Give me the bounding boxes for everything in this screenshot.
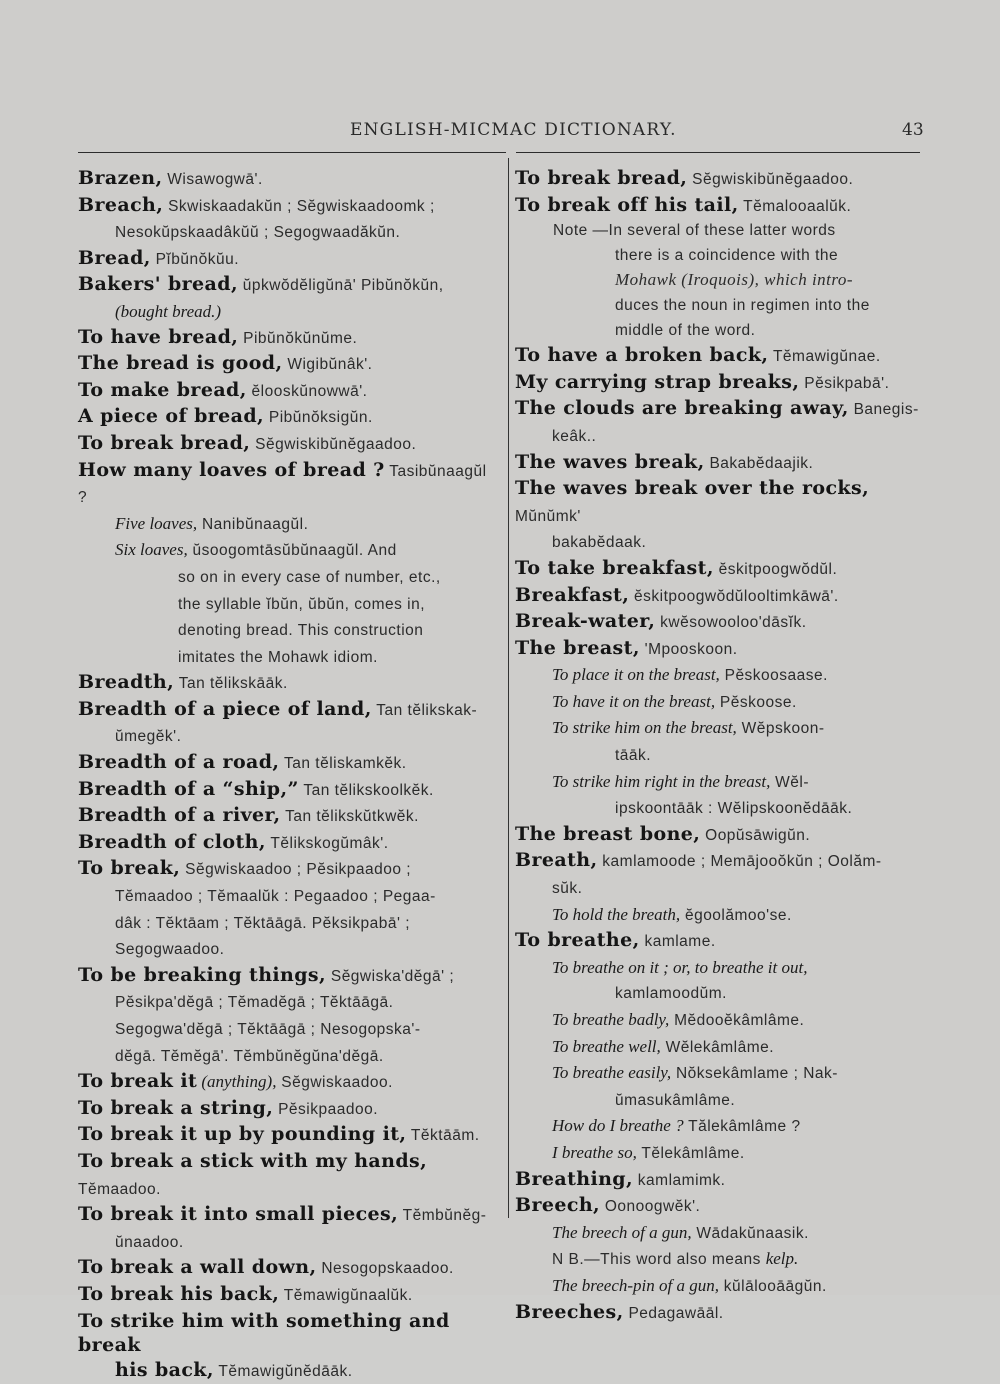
sub-entry	[515, 955, 925, 981]
sub-entry-continuation	[515, 980, 925, 1007]
gloss: (bought bread.)	[115, 301, 222, 321]
dictionary-entry	[78, 458, 500, 511]
definition: Sĕgwiskaadoo.	[276, 1074, 393, 1092]
note-text: Mohawk (Iroquois), which intro-	[615, 270, 854, 290]
dictionary-entry	[515, 928, 925, 955]
dictionary-entry	[78, 1202, 500, 1229]
definition: Skwiskaadakŭn ; Sĕgwiskaadoomk ;	[163, 197, 435, 215]
definition: Tĕmawigŭnĕdāāk.	[213, 1362, 353, 1380]
headword: Breadth,	[78, 671, 175, 694]
headword: The breast bone,	[515, 822, 701, 845]
entry-continuation	[78, 910, 500, 937]
dictionary-entry	[515, 1193, 925, 1220]
sub-entry	[515, 1007, 925, 1034]
definition: ĕlooskŭnowwā'.	[246, 382, 368, 400]
headword: The waves break over the rocks,	[515, 477, 870, 500]
dictionary-entry	[515, 193, 925, 220]
definition: Pibŭnŏkŭnŭme.	[238, 329, 358, 347]
dictionary-entry	[78, 1096, 500, 1123]
dictionary-entry	[78, 378, 500, 405]
dictionary-entry	[515, 556, 925, 583]
headword: To breathe,	[515, 929, 640, 952]
entry-continuation	[78, 989, 500, 1016]
definition: Bakabĕdaajik.	[704, 454, 814, 472]
definition: Pĕskoose.	[715, 693, 797, 711]
headword: How many loaves of bread ?	[78, 458, 385, 481]
definition: imitates the Mohawk idiom.	[178, 648, 378, 666]
headword: To break a wall down,	[78, 1256, 317, 1279]
sub-phrase: To strike him right in the breast,	[552, 771, 771, 791]
definition: Pĕskoosaase.	[719, 667, 828, 685]
definition: bakabĕdaak.	[552, 534, 647, 552]
dictionary-entry	[515, 636, 925, 663]
entry-continuation	[515, 423, 925, 450]
dictionary-entry	[515, 822, 925, 849]
definition: the syllable ĭbŭn, ŭbŭn, comes in,	[178, 595, 426, 613]
headword: Breach,	[78, 193, 164, 216]
definition: Sĕgwiskaadoo ; Pĕsikpaadoo ;	[180, 861, 412, 879]
dictionary-entry	[515, 166, 925, 193]
note-continuation	[515, 244, 925, 269]
dictionary-entry	[78, 670, 500, 697]
definition: Pĕsikpabā'.	[799, 374, 890, 392]
definition: so on in every case of number, etc.,	[178, 568, 441, 586]
definition: Wisawogwā'.	[162, 171, 263, 188]
sub-entry	[78, 537, 500, 564]
definition: Tĕlikskogŭmâk'.	[265, 834, 389, 852]
definition: Tĕmalooaalŭk.	[738, 197, 852, 215]
headword: To break bread,	[78, 431, 251, 454]
headword: Breakfast,	[515, 583, 630, 606]
definition: kamlamimk.	[633, 1171, 726, 1189]
definition: Tĕmaadoo.	[78, 1180, 161, 1198]
definition: sŭk.	[552, 880, 583, 898]
definition: Mŭnŭmk'	[515, 507, 581, 525]
definition: Nesokŭpskaadâkŭŭ ; Segogwaadăkŭn.	[115, 224, 401, 242]
sub-entry	[515, 715, 925, 742]
note-continuation	[515, 294, 925, 319]
definition: denoting bread. This construction	[178, 622, 424, 640]
headword: Breech,	[515, 1194, 601, 1217]
dictionary-entry	[515, 343, 925, 370]
note-text: duces the noun in regimen into the	[615, 296, 870, 314]
sub-entry	[515, 662, 925, 689]
definition: Nanibŭnaagŭl.	[197, 515, 309, 533]
definition: Banegis-	[848, 401, 919, 419]
dictionary-entry	[78, 750, 500, 777]
left-column	[78, 166, 500, 1384]
sub-entry	[515, 1034, 925, 1061]
dictionary-entry	[78, 856, 500, 883]
definition: 'Mpooskoon.	[639, 640, 738, 658]
headword: Breadth of a road,	[78, 751, 280, 774]
header-rule-right	[516, 152, 920, 153]
dictionary-entry	[78, 272, 500, 299]
dictionary-entry	[515, 476, 925, 529]
note-text: Note —In several of these latter words	[553, 222, 836, 240]
dictionary-entry	[515, 848, 925, 875]
dictionary-entry	[515, 1167, 925, 1194]
headword: Bakers' bread,	[78, 273, 238, 296]
definition: kamlamoodŭm.	[615, 985, 727, 1003]
dictionary-entry	[78, 1282, 500, 1309]
sub-entry	[515, 902, 925, 929]
definition: Tan tĕlikskŭtkwĕk.	[280, 808, 419, 826]
dictionary-entry	[515, 396, 925, 423]
definition: Tan tĕlikskak-	[371, 701, 478, 719]
sub-entry	[515, 1273, 925, 1300]
headword: To break it	[78, 1070, 198, 1093]
definition: kamlamoode ; Memājooŏkŭn ; Oolăm-	[597, 853, 882, 871]
sub-entry-continuation	[78, 591, 500, 618]
definition: Oonoogwĕk'.	[600, 1198, 701, 1216]
headword: Brazen,	[78, 167, 163, 189]
headword: Break-water,	[515, 610, 656, 633]
dictionary-entry	[78, 1122, 500, 1149]
definition: Sĕgwiska'dĕgā' ;	[326, 967, 455, 985]
definition: ŭmegĕk'.	[115, 728, 182, 746]
page-number: 43	[902, 120, 924, 140]
entry-continuation	[78, 1043, 500, 1070]
dictionary-entry	[78, 697, 500, 724]
sub-phrase: I breathe so,	[552, 1142, 637, 1162]
headword: his back,	[115, 1358, 214, 1381]
headword: To break bread,	[515, 167, 688, 189]
dictionary-entry	[515, 609, 925, 636]
dictionary-entry	[515, 370, 925, 397]
entry-continuation	[78, 1229, 500, 1256]
dictionary-entry	[78, 963, 500, 990]
definition: Tĕmaadoo ; Tĕmaalŭk : Pegaadoo ; Pegaa-	[115, 888, 436, 906]
running-header	[0, 118, 1000, 140]
definition: ĕskitpoogwŏdŭlooltimkāwā'.	[629, 587, 839, 605]
dictionary-entry	[515, 583, 925, 610]
dictionary-entry	[78, 351, 500, 378]
headword: To break a stick with my hands,	[78, 1149, 428, 1172]
sub-phrase: To have it on the breast,	[552, 691, 716, 711]
headword: My carrying strap breaks,	[515, 370, 800, 393]
definition: kŭlālooāāgŭn.	[718, 1277, 827, 1295]
page-title: ENGLISH-MICMAC DICTIONARY.	[350, 120, 677, 140]
definition: Nesogopskaadoo.	[316, 1260, 454, 1278]
headword: The breast,	[515, 636, 640, 659]
definition: ĕskitpoogwŏdŭl.	[713, 560, 838, 578]
column-divider	[508, 158, 509, 1218]
headword: Breeches,	[515, 1300, 624, 1323]
sub-entry	[515, 1140, 925, 1167]
headword: Breadth of a “ship,”	[78, 777, 299, 800]
entry-continuation	[78, 936, 500, 963]
note-text: there is a coincidence with the	[615, 246, 839, 264]
definition: ŭnaadoo.	[115, 1233, 184, 1251]
note-italic: kelp.	[765, 1249, 799, 1269]
definition: Sĕgwiskibŭnĕgaadoo.	[687, 171, 854, 188]
entry-continuation	[78, 1016, 500, 1043]
note-text: N B.—This word also means	[552, 1251, 766, 1269]
definition: Tĕmbŭnĕg-	[398, 1207, 487, 1225]
definition: Tĕlekâmlâme.	[636, 1144, 745, 1162]
dictionary-entry	[515, 1300, 925, 1327]
headword: The clouds are breaking away,	[515, 397, 849, 420]
dictionary-entry	[78, 166, 500, 193]
sub-entry-continuation	[78, 644, 500, 671]
definition: Pĕsikpa'dĕgā ; Tĕmadĕgā ; Tĕktāāgā.	[115, 994, 394, 1012]
headword-qualifier: (anything),	[197, 1072, 277, 1092]
dictionary-entry	[78, 803, 500, 830]
note	[515, 219, 925, 244]
dictionary-entry	[78, 246, 500, 273]
definition: Segogwaadoo.	[115, 941, 225, 959]
definition: kamlame.	[639, 933, 716, 951]
headword: To have bread,	[78, 325, 239, 348]
definition: Wĕl-	[770, 773, 810, 791]
headword: A piece of bread,	[78, 405, 265, 428]
dictionary-entry	[78, 1309, 500, 1358]
definition: Wigibŭnâk'.	[282, 356, 373, 374]
definition: dĕgā. Tĕmĕgā'. Tĕmbŭnĕgŭna'dĕgā.	[115, 1047, 384, 1065]
sub-entry	[515, 689, 925, 716]
definition: kwĕsowooloo'dāsĭk.	[655, 614, 807, 632]
note-continuation	[515, 268, 925, 294]
sub-entry	[515, 1060, 925, 1087]
entry-continuation	[515, 875, 925, 902]
sub-phrase: To breathe well,	[552, 1036, 661, 1056]
sub-entry-continuation	[78, 617, 500, 644]
headword: To have a broken back,	[515, 344, 769, 367]
dictionary-entry	[78, 830, 500, 857]
definition: Segogwa'dĕgā ; Tĕktāāgā ; Nesogopska'-	[115, 1021, 421, 1038]
sub-phrase: How do I breathe ?	[552, 1116, 684, 1136]
note-continuation	[515, 319, 925, 344]
headword: Breadth of cloth,	[78, 830, 266, 853]
definition: ĕgoolămoo'se.	[680, 906, 792, 924]
definition: Pĕsikpaadoo.	[273, 1100, 379, 1118]
definition: ŭpkwŏdĕligŭnā' Pibŭnŏkŭn,	[237, 277, 444, 295]
sub-entry-continuation	[515, 1087, 925, 1114]
headword: Breadth of a river,	[78, 804, 281, 827]
dictionary-entry	[78, 1069, 500, 1096]
entry-continuation	[515, 529, 925, 556]
definition: Tan tĕlikskāāk.	[174, 675, 288, 693]
definition: Tasibŭnaagŭl ?	[78, 462, 487, 507]
sub-entry-continuation	[515, 742, 925, 769]
entry-continuation	[78, 723, 500, 750]
headword: The waves break,	[515, 450, 705, 473]
definition: Tĕmawigŭnaalŭk.	[279, 1286, 413, 1304]
definition: Sĕgwiskibŭnĕgaadoo.	[250, 435, 417, 453]
sub-entry-continuation	[78, 564, 500, 591]
entry-continuation	[78, 1358, 500, 1384]
definition: Tălekâmlâme ?	[683, 1118, 801, 1136]
dictionary-entry	[78, 325, 500, 352]
headword: To break it up by pounding it,	[78, 1123, 407, 1146]
sub-entry	[515, 1220, 925, 1247]
headword: Breathing,	[515, 1167, 633, 1190]
sub-phrase: To breathe on it ; or, to breathe it out,	[552, 957, 808, 977]
dictionary-entry	[78, 193, 500, 220]
definition: Tĕmawigŭnae.	[768, 348, 881, 366]
definition: dâk : Tĕktāam ; Tĕktāāgā. Pĕksikpabā' ;	[115, 914, 411, 932]
sub-entry	[515, 1113, 925, 1140]
dictionary-entry	[78, 1255, 500, 1282]
dictionary-entry	[78, 1149, 500, 1202]
headword: To make bread,	[78, 378, 247, 401]
definition: ŭsoogomtāsŭbŭnaagŭl. And	[187, 542, 397, 560]
sub-phrase: To breathe easily,	[552, 1063, 672, 1083]
note-text: middle of the word.	[615, 321, 756, 339]
entry-continuation	[78, 299, 500, 325]
headword: To strike him with something and break	[78, 1309, 450, 1357]
sub-entry	[78, 511, 500, 538]
right-column	[515, 166, 925, 1326]
definition: Tan tĕlikskoolkĕk.	[298, 781, 434, 799]
headword: To break it into small pieces,	[78, 1203, 399, 1226]
sub-phrase: Six loaves,	[115, 540, 188, 560]
entry-continuation	[78, 883, 500, 910]
dictionary-entry	[78, 404, 500, 431]
dictionary-entry	[78, 777, 500, 804]
sub-phrase: To hold the breath,	[552, 904, 681, 924]
headword: To break off his tail,	[515, 193, 739, 216]
definition: Wādakŭnaasik.	[691, 1224, 809, 1242]
definition: Pedagawāāl.	[623, 1304, 724, 1322]
headword: To break,	[78, 857, 181, 880]
definition: Wĕpskoon-	[736, 720, 825, 738]
definition: Oopŭsāwigŭn.	[700, 826, 811, 844]
sub-entry-continuation	[515, 795, 925, 822]
definition: Mĕdooĕkâmlâme.	[669, 1012, 805, 1029]
sub-phrase: To breathe badly,	[552, 1010, 670, 1029]
definition: keâk..	[552, 427, 597, 445]
definition: ipskoontāāk : Wĕlipskoonĕdāāk.	[615, 800, 853, 818]
sub-phrase: The breech of a gun,	[552, 1222, 692, 1242]
definition: Nŏksekâmlame ; Nak-	[671, 1065, 838, 1083]
definition: tāāk.	[615, 747, 652, 765]
header-rule-left	[78, 152, 506, 153]
definition: Wĕlekâmlâme.	[660, 1038, 775, 1056]
headword: Breadth of a piece of land,	[78, 697, 372, 720]
dictionary-entry	[78, 431, 500, 458]
sub-phrase: The breech-pin of a gun,	[552, 1275, 719, 1295]
sub-entry	[515, 1246, 925, 1273]
headword: To be breaking things,	[78, 963, 327, 986]
definition: ŭmasukâmlâme.	[615, 1091, 736, 1109]
sub-phrase: To strike him on the breast,	[552, 718, 737, 738]
sub-phrase: Five loaves,	[115, 513, 198, 533]
definition: Pibŭnŏksigŭn.	[264, 409, 373, 427]
headword: To break a string,	[78, 1096, 274, 1119]
sub-entry	[515, 769, 925, 796]
headword: To take breakfast,	[515, 556, 714, 579]
headword: To break his back,	[78, 1282, 280, 1305]
definition: Tĕktāām.	[406, 1127, 480, 1145]
headword: The bread is good,	[78, 352, 283, 375]
sub-phrase: To place it on the breast,	[552, 665, 720, 685]
entry-continuation	[78, 219, 500, 246]
headword: Bread,	[78, 246, 151, 269]
definition: Pĭbŭnŏkŭu.	[150, 250, 240, 268]
headword: Breath,	[515, 849, 598, 872]
definition: Tan tĕliskamkĕk.	[279, 755, 407, 773]
dictionary-entry	[515, 450, 925, 477]
